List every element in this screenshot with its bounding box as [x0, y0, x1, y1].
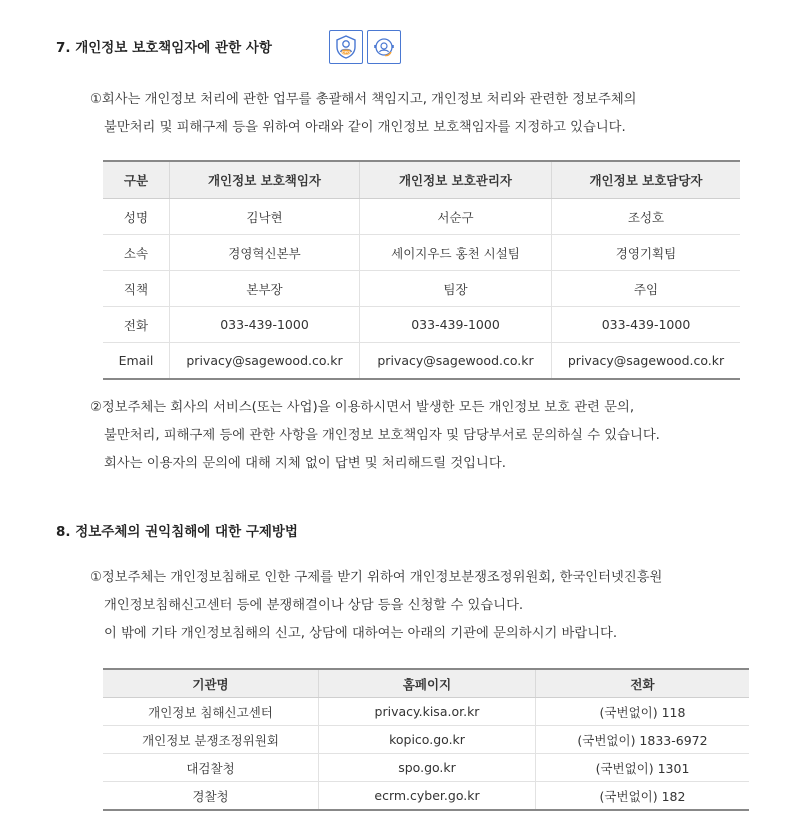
privacy-officer-table: [103, 160, 740, 380]
table-row: [103, 698, 749, 726]
table-cell: 경찰청: [192, 788, 229, 804]
table-header-cell: 개인정보 보호책임자: [170, 161, 360, 199]
table-header-cell: 구분: [103, 161, 170, 199]
paragraph-line: 불만처리, 피해구제 등에 관한 사항을 개인정보 보호책임자 및 담당부서로 문의하실 수 있습니다.: [104, 428, 660, 443]
paragraph-line: ②정보주체는 회사의 서비스(또는 사업)을 이용하시면서 발생한 모든 개인정보 보호 관련 문의,: [90, 400, 635, 415]
section-8-title: 8. 정보주체의 권익침해에 대한 구제방법: [56, 524, 298, 540]
table-row: [103, 754, 749, 782]
table-cell: 경영기획팀: [552, 235, 741, 271]
table-cell: 소속: [103, 235, 170, 271]
section-7-paragraph-2: [90, 394, 660, 478]
complaint-agency-table: [103, 668, 749, 811]
table-cell: 주임: [552, 271, 741, 307]
table-cell: 대검찰청: [103, 754, 319, 782]
table-row: [103, 782, 749, 811]
table-cell: 직책: [103, 271, 170, 307]
table-cell: 서순구: [360, 199, 552, 235]
table-cell: 개인정보 분쟁조정위원회: [103, 726, 319, 754]
cpo-person-icon: [333, 34, 359, 60]
section-7-badges: [329, 30, 401, 64]
table-cell: (국번없이) 182: [536, 782, 750, 811]
section-7-paragraph-1: [90, 86, 637, 142]
table-cell: 전화: [103, 307, 170, 343]
table-cell: 팀장: [360, 271, 552, 307]
table-header-cell: 전화: [536, 669, 750, 698]
table-header-cell: 홈페이지: [319, 669, 536, 698]
table-cell: 본부장: [170, 271, 360, 307]
email-link[interactable]: privacy@sagewood.co.kr: [170, 343, 360, 380]
table-header-row: [103, 161, 740, 199]
homepage-link[interactable]: kopico.go.kr: [319, 726, 536, 754]
paragraph-line: ①정보주체는 개인정보침해로 인한 구제를 받기 위하여 개인정보분쟁조정위원회, 한국인터넷진흥원: [90, 570, 663, 585]
table-row: [103, 271, 740, 307]
paragraph-line: 불만처리 및 피해구제 등을 위하여 아래와 같이 개인정보 보호책임자를 지정하고 있습니다.: [104, 120, 626, 135]
homepage-link[interactable]: privacy.kisa.or.kr: [319, 698, 536, 726]
email-link[interactable]: privacy@sagewood.co.kr: [552, 343, 741, 380]
table-cell: 세이지우드 홍천 시설팀: [360, 235, 552, 271]
table-cell: 경영혁신본부: [170, 235, 360, 271]
table-cell: 김낙현: [170, 199, 360, 235]
table-cell: (국번없이) 1833-6972: [536, 726, 750, 754]
table-cell: (국번없이) 1301: [536, 754, 750, 782]
table-header-cell: 개인정보 보호관리자: [360, 161, 552, 199]
support-badge: [367, 30, 401, 64]
table-cell: 033-439-1000: [552, 307, 741, 343]
paragraph-line: 이 밖에 기타 개인정보침해의 신고, 상담에 대하여는 아래의 기관에 문의하시기 바랍니다.: [104, 626, 618, 641]
paragraph-line: 회사는 이용자의 문의에 대해 지체 없이 답변 및 처리해드릴 것입니다.: [104, 456, 506, 471]
section-8-paragraph-1: [90, 564, 662, 648]
cpo-badge-label: CPO: [341, 50, 351, 55]
headset-icon: [371, 34, 397, 60]
table-row: [103, 307, 740, 343]
cpo-badge: [329, 30, 363, 64]
table-cell: 033-439-1000: [360, 307, 552, 343]
homepage-link[interactable]: spo.go.kr: [319, 754, 536, 782]
table-row: [103, 726, 749, 754]
table-cell: 033-439-1000: [170, 307, 360, 343]
section-7-title: 7. 개인정보 보호책임자에 관한 사항: [56, 40, 272, 56]
table-row: [103, 343, 740, 380]
table-header-cell: 기관명: [103, 669, 319, 698]
table-cell: 성명: [103, 199, 170, 235]
homepage-link[interactable]: ecrm.cyber.go.kr: [319, 782, 536, 811]
email-link[interactable]: privacy@sagewood.co.kr: [360, 343, 552, 380]
table-cell: Email: [118, 353, 154, 368]
table-cell: 개인정보 침해신고센터: [103, 698, 319, 726]
table-row: [103, 199, 740, 235]
paragraph-line: 개인정보침해신고센터 등에 분쟁해결이나 상담 등을 신청할 수 있습니다.: [104, 598, 524, 613]
table-row: [103, 235, 740, 271]
paragraph-line: ①회사는 개인정보 처리에 관한 업무를 총괄해서 책임지고, 개인정보 처리와 관련한 정보주체의: [90, 92, 637, 107]
table-header-row: [103, 669, 749, 698]
table-cell: 조성호: [552, 199, 741, 235]
table-cell: (국번없이) 118: [536, 698, 750, 726]
table-header-cell: 개인정보 보호담당자: [552, 161, 741, 199]
